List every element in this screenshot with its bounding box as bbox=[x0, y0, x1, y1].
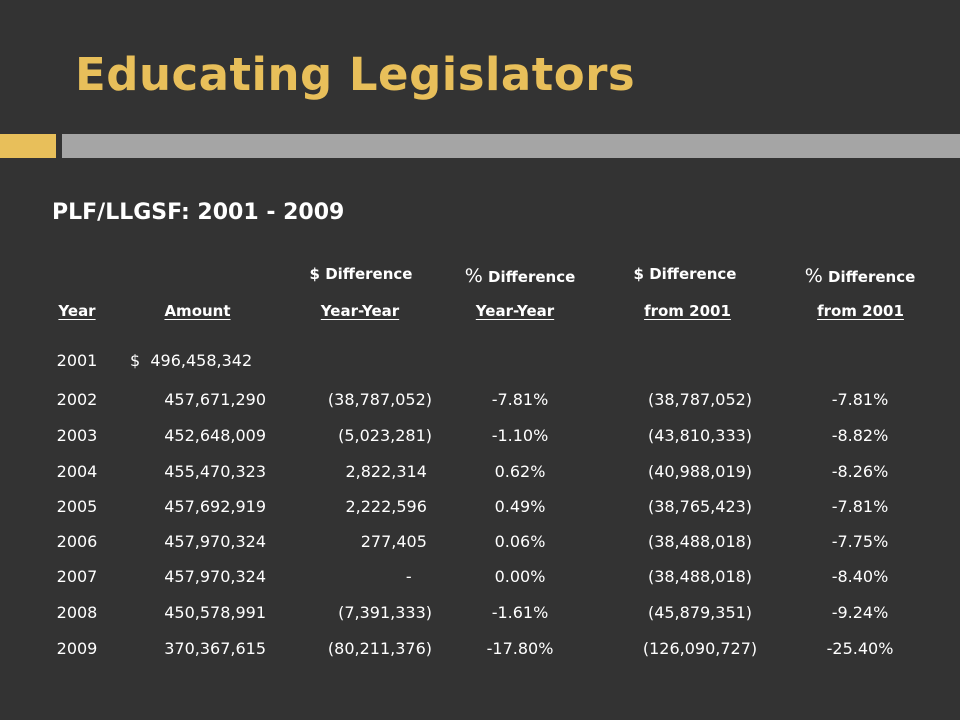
cell-dollar-diff-2001: (45,879,351) bbox=[647, 603, 753, 622]
cell-pct-diff-2001: -7.81% bbox=[831, 390, 889, 409]
header-pct-diff-2001-top-label: Difference bbox=[828, 268, 916, 286]
header-pct-diff-2001-top bbox=[785, 265, 935, 287]
cell-amount: $ 496,458,342 bbox=[130, 351, 253, 370]
cell-year: 2003 bbox=[56, 426, 98, 445]
header-pct-diff-yy-top bbox=[445, 265, 595, 287]
cell-pct-diff-2001: -8.26% bbox=[831, 462, 889, 481]
cell-amount: 455,470,323 bbox=[164, 462, 266, 481]
header-pct-diff-yy-top-label: Difference bbox=[488, 268, 576, 286]
cell-amount: 370,367,615 bbox=[164, 639, 266, 658]
divider-bar bbox=[62, 134, 960, 158]
cell-pct-diff-2001: -9.24% bbox=[831, 603, 889, 622]
cell-dollar-diff-yy: 2,222,596 bbox=[345, 497, 432, 516]
cell-year: 2001 bbox=[56, 351, 98, 370]
cell-pct-diff-yy: 0.62% bbox=[494, 462, 546, 481]
cell-year: 2004 bbox=[56, 462, 98, 481]
cell-pct-diff-yy: -17.80% bbox=[486, 639, 554, 658]
cell-pct-diff-yy: 0.49% bbox=[494, 497, 546, 516]
cell-year: 2008 bbox=[56, 603, 98, 622]
cell-pct-diff-2001: -8.40% bbox=[831, 567, 889, 586]
header-dollar-diff-yy-top: $ Difference bbox=[309, 265, 413, 283]
header-amount: Amount bbox=[164, 302, 231, 320]
cell-dollar-diff-2001: (126,090,727) bbox=[642, 639, 758, 658]
cell-dollar-diff-2001: (43,810,333) bbox=[647, 426, 753, 445]
header-dollar-diff-2001-bottom: from 2001 bbox=[644, 302, 731, 320]
cell-pct-diff-yy: 0.00% bbox=[494, 567, 546, 586]
cell-pct-diff-yy: -7.81% bbox=[491, 390, 549, 409]
cell-amount: 457,671,290 bbox=[164, 390, 266, 409]
cell-dollar-diff-yy: 2,822,314 bbox=[345, 462, 432, 481]
cell-amount: 457,692,919 bbox=[164, 497, 266, 516]
cell-year: 2002 bbox=[56, 390, 98, 409]
accent-bar bbox=[0, 134, 56, 158]
cell-year: 2005 bbox=[56, 497, 98, 516]
cell-dollar-diff-yy: (38,787,052) bbox=[327, 390, 432, 409]
cell-dollar-diff-2001: (38,488,018) bbox=[647, 532, 753, 551]
cell-pct-diff-2001: -25.40% bbox=[826, 639, 894, 658]
cell-pct-diff-2001: -8.82% bbox=[831, 426, 889, 445]
cell-pct-diff-2001: -7.81% bbox=[831, 497, 889, 516]
header-dollar-diff-2001-top: $ Difference bbox=[633, 265, 737, 283]
header-year: Year bbox=[58, 302, 96, 320]
cell-pct-diff-2001: -7.75% bbox=[831, 532, 889, 551]
header-pct-diff-yy-bottom: Year-Year bbox=[475, 302, 555, 320]
cell-dollar-diff-2001: (38,787,052) bbox=[647, 390, 753, 409]
cell-dollar-diff-yy: (80,211,376) bbox=[327, 639, 432, 658]
cell-pct-diff-yy: 0.06% bbox=[494, 532, 546, 551]
percent-symbol: % bbox=[804, 265, 823, 287]
cell-amount: 452,648,009 bbox=[164, 426, 266, 445]
cell-year: 2006 bbox=[56, 532, 98, 551]
cell-year: 2007 bbox=[56, 567, 98, 586]
percent-symbol: % bbox=[464, 265, 483, 287]
header-pct-diff-2001-bottom: from 2001 bbox=[817, 302, 904, 320]
cell-amount: 450,578,991 bbox=[164, 603, 266, 622]
slide-subtitle: PLF/LLGSF: 2001 - 2009 bbox=[52, 200, 345, 225]
cell-pct-diff-yy: -1.61% bbox=[491, 603, 549, 622]
header-dollar-diff-yy-bottom: Year-Year bbox=[320, 302, 400, 320]
cell-dollar-diff-yy: - bbox=[405, 567, 432, 586]
cell-amount: 457,970,324 bbox=[164, 532, 266, 551]
cell-dollar-diff-yy: (7,391,333) bbox=[338, 603, 432, 622]
cell-pct-diff-yy: -1.10% bbox=[491, 426, 549, 445]
cell-dollar-diff-2001: (38,488,018) bbox=[647, 567, 753, 586]
cell-dollar-diff-2001: (40,988,019) bbox=[647, 462, 753, 481]
cell-dollar-diff-yy: (5,023,281) bbox=[338, 426, 432, 445]
cell-year: 2009 bbox=[56, 639, 98, 658]
cell-dollar-diff-2001: (38,765,423) bbox=[647, 497, 753, 516]
cell-dollar-diff-yy: 277,405 bbox=[360, 532, 432, 551]
slide-title: Educating Legislators bbox=[75, 48, 636, 101]
cell-amount: 457,970,324 bbox=[164, 567, 266, 586]
